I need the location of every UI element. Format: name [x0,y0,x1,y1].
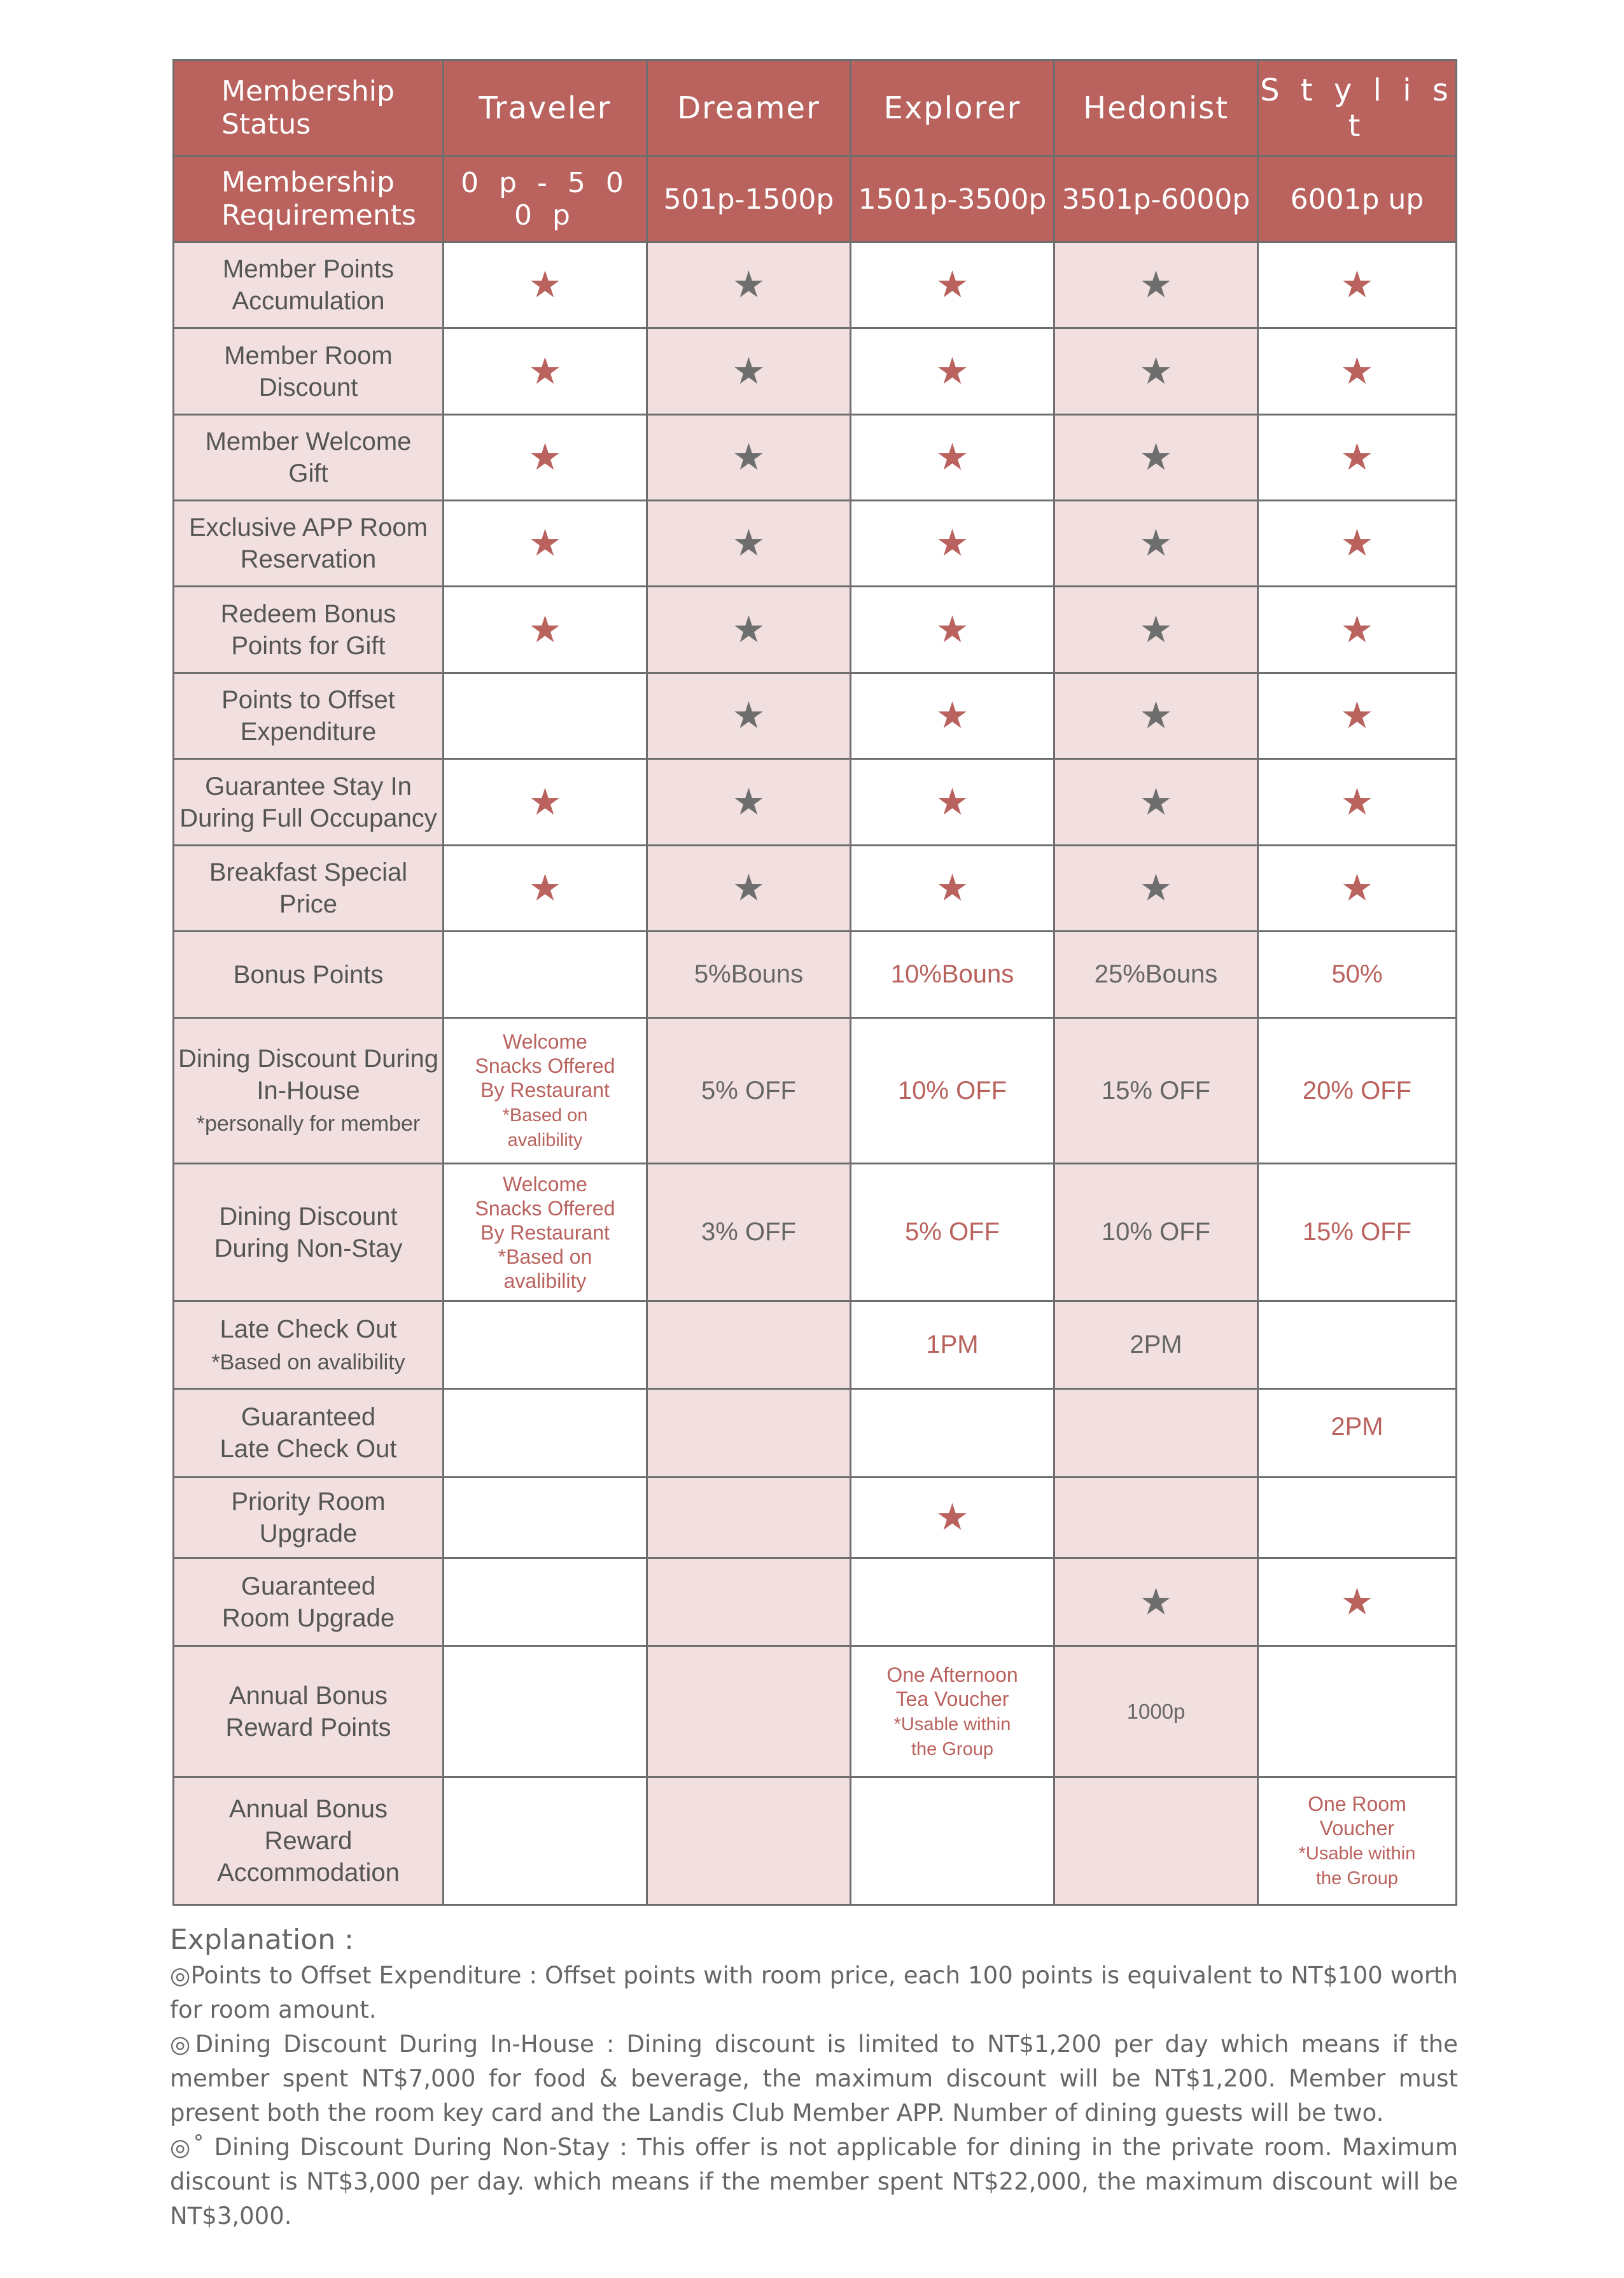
benefit-row [174,673,1457,759]
empty-cell [647,1646,851,1777]
membership-status-row [174,60,1457,157]
tier-dreamer: Dreamer [647,60,851,157]
welcome-snacks-note: Welcome Snacks Offered By Restaurant *Based on avalibility [475,1030,615,1150]
star-icon: ★ [935,437,969,478]
benefit-row [174,846,1457,932]
explanation-title: Explanation : [170,1924,354,1956]
bonus-value: 5%Bouns [694,960,804,988]
empty-cell [1054,1777,1258,1905]
benefit-label: Breakfast Special Price [174,846,444,932]
empty-cell [647,1558,851,1646]
benefit-row [174,1301,1457,1389]
benefit-label: Guarantee Stay In During Full Occupancy [174,759,444,846]
star-icon: ★ [935,1497,969,1538]
star-icon: ★ [1139,350,1173,392]
req-dreamer: 501p-1500p [647,157,851,242]
empty-cell [647,1389,851,1478]
star-icon: ★ [1340,264,1374,305]
benefit-row [174,1018,1457,1164]
membership-requirements-row [174,157,1457,242]
discount-value: 10% OFF [1101,1218,1211,1246]
star-icon: ★ [528,350,562,392]
benefit-row [174,759,1457,846]
membership-requirements-label: Membership Requirements [174,157,444,242]
membership-status-label: Membership Status [174,60,444,157]
star-icon: ★ [528,781,562,823]
discount-value: 15% OFF [1101,1076,1211,1105]
checkout-time: 2PM [1130,1331,1182,1359]
empty-cell [851,1558,1054,1646]
star-icon: ★ [1139,264,1173,305]
req-hedonist: 3501p-6000p [1054,157,1258,242]
benefit-row [174,242,1457,328]
explanation-item: ◎˚ Dining Discount During Non-Stay : This offer is not applicable for dining in the private room. Maximum discount is NT$3,000 per day. which means if the member spent NT$22,000, the maximum discount will be NT$3,000. [170,2134,1458,2230]
welcome-snacks-note: Welcome Snacks Offered By Restaurant *Based on avalibility [475,1172,615,1292]
star-icon: ★ [1139,867,1173,909]
benefit-label: Exclusive APP Room Reservation [174,501,444,587]
req-traveler: 0 p - 5 0 0 p [444,157,647,242]
star-icon: ★ [732,437,766,478]
empty-cell [444,1646,647,1777]
star-icon: ★ [732,781,766,823]
star-icon: ★ [732,522,766,564]
req-stylist: 6001p up [1258,157,1457,242]
star-icon: ★ [1139,781,1173,823]
req-explorer: 1501p-3500p [851,157,1054,242]
tier-hedonist: Hedonist [1054,60,1258,157]
benefit-row [174,1164,1457,1301]
empty-cell [444,1558,647,1646]
bonus-value: 25%Bouns [1094,960,1218,988]
star-icon: ★ [1340,781,1374,823]
star-icon: ★ [935,350,969,392]
benefit-row [174,415,1457,501]
checkout-time: 2PM [1331,1413,1383,1441]
empty-cell [1258,1646,1457,1777]
star-icon: ★ [1139,1581,1173,1623]
checkout-time: 1PM [926,1331,979,1359]
discount-value: 5% OFF [701,1076,796,1105]
empty-cell [647,1301,851,1389]
empty-cell [444,673,647,759]
benefit-row [174,587,1457,673]
empty-cell [444,1301,647,1389]
benefit-row [174,1389,1457,1478]
annual-points-value: 1000p [1126,1699,1186,1723]
benefit-label: Member Room Discount [174,328,444,415]
empty-cell [647,1777,851,1905]
star-icon: ★ [1340,437,1374,478]
empty-cell [1258,1301,1457,1389]
benefit-row [174,1777,1457,1905]
discount-value: 10% OFF [897,1076,1007,1105]
empty-cell [647,1478,851,1558]
star-icon: ★ [1139,608,1173,650]
star-icon: ★ [528,437,562,478]
star-icon: ★ [935,264,969,305]
star-icon: ★ [935,695,969,736]
star-icon: ★ [1340,1581,1374,1623]
star-icon: ★ [1340,522,1374,564]
star-icon: ★ [1340,608,1374,650]
benefit-label: Guaranteed Late Check Out [174,1389,444,1478]
benefit-row [174,328,1457,415]
empty-cell [851,1389,1054,1478]
star-icon: ★ [732,867,766,909]
star-icon: ★ [935,781,969,823]
discount-value: 15% OFF [1302,1218,1412,1246]
benefit-label: Priority Room Upgrade [174,1478,444,1558]
benefit-label: Dining Discount During In-House *personally for member [174,1018,444,1164]
star-icon: ★ [1139,695,1173,736]
star-icon: ★ [935,608,969,650]
benefit-label: Member Points Accumulation [174,242,444,328]
star-icon: ★ [732,695,766,736]
empty-cell [444,1389,647,1478]
empty-cell [1258,1478,1457,1558]
star-icon: ★ [935,867,969,909]
benefit-label: Late Check Out *Based on avalibility [174,1301,444,1389]
benefit-row [174,1478,1457,1558]
benefit-label: Annual Bonus Reward Points [174,1646,444,1777]
star-icon: ★ [528,867,562,909]
star-icon: ★ [1139,437,1173,478]
membership-benefits-table [172,59,1457,1906]
benefit-row [174,932,1457,1018]
benefit-label: Member Welcome Gift [174,415,444,501]
star-icon: ★ [1340,350,1374,392]
bonus-value: 50% [1331,960,1383,988]
star-icon: ★ [528,264,562,305]
discount-value: 3% OFF [701,1218,796,1246]
empty-cell [444,1478,647,1558]
benefit-row [174,501,1457,587]
explanation-section [170,1923,1458,2233]
star-icon: ★ [732,350,766,392]
star-icon: ★ [1340,695,1374,736]
empty-cell [1054,1389,1258,1478]
tier-stylist: S t y l i s t [1258,60,1457,157]
explanation-item: ◎Points to Offset Expenditure : Offset points with room price, each 100 points is equivalent to NT$100 worth for room amount. [170,1962,1458,2023]
benefit-label: Bonus Points [174,932,444,1018]
room-voucher-note: One Room Voucher *Usable within the Group [1298,1792,1416,1889]
tier-traveler: Traveler [444,60,647,157]
discount-value: 20% OFF [1302,1076,1412,1105]
explanation-item: ◎Dining Discount During In-House : Dining discount is limited to NT$1,200 per day which means if the member spent NT$7,000 for food & beverage, the maximum discount will be NT$1,200. Member must present both the room key card and the Landis Club Member APP. Number of dining guests will be two. [170,2030,1458,2127]
star-icon: ★ [528,522,562,564]
star-icon: ★ [935,522,969,564]
empty-cell [851,1777,1054,1905]
benefit-label: Points to Offset Expenditure [174,673,444,759]
star-icon: ★ [1139,522,1173,564]
tier-explorer: Explorer [851,60,1054,157]
star-icon: ★ [1340,867,1374,909]
star-icon: ★ [732,608,766,650]
discount-value: 5% OFF [905,1218,1000,1246]
tea-voucher-note: One Afternoon Tea Voucher *Usable within the Group [886,1663,1018,1759]
benefit-row [174,1646,1457,1777]
star-icon: ★ [528,608,562,650]
star-icon: ★ [732,264,766,305]
benefit-row [174,1558,1457,1646]
benefit-label: Redeem Bonus Points for Gift [174,587,444,673]
empty-cell [1054,1478,1258,1558]
benefit-label: Guaranteed Room Upgrade [174,1558,444,1646]
benefit-label: Dining Discount During Non-Stay [174,1164,444,1301]
benefit-label: Annual Bonus Reward Accommodation [174,1777,444,1905]
empty-cell [444,1777,647,1905]
empty-cell [444,932,647,1018]
bonus-value: 10%Bouns [890,960,1014,988]
